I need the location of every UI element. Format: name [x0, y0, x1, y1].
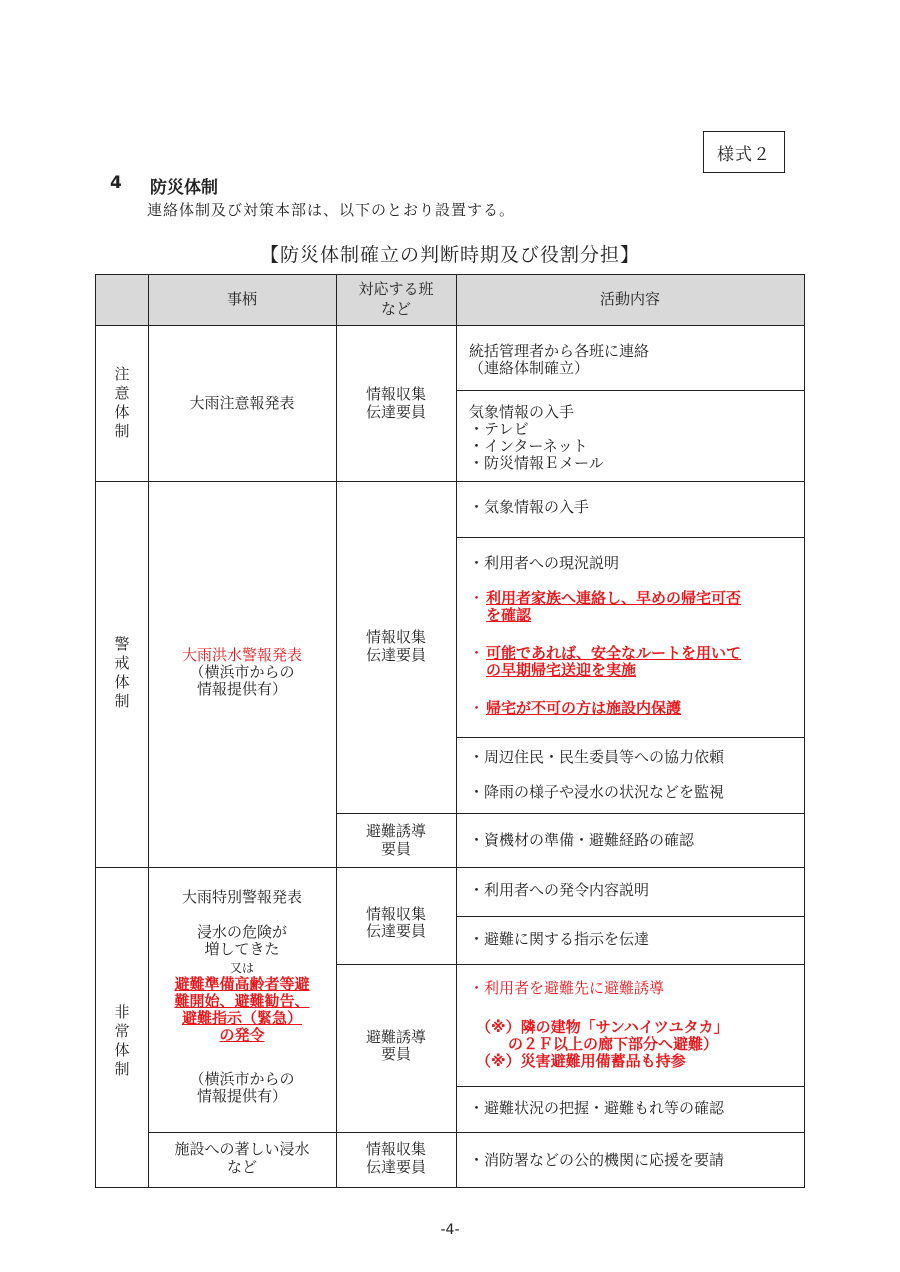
page-number: -4- — [440, 1222, 460, 1238]
emergency-event-red: 避難準備高齢者等避 — [174, 975, 310, 993]
emergency-event-red: 難開始、避難勧告、 — [174, 992, 310, 1010]
caution-event: 大雨注意報発表 — [189, 394, 295, 412]
alert-activity-red: を確認 — [486, 606, 532, 624]
alert-team1-line1: 情報収集 — [365, 628, 426, 646]
alert-team2-line2: 要員 — [380, 840, 411, 858]
row-divider — [336, 964, 804, 965]
alert-activity-bullet: ・ — [469, 699, 485, 717]
emergency-event-source: 情報提供有） — [196, 1087, 287, 1105]
emergency-team2-line1: 避難誘導 — [365, 1028, 426, 1046]
caution-activity-2-item: ・防災情報Ｅメール — [469, 454, 604, 472]
emergency-event: 大雨特別警報発表 — [181, 888, 302, 906]
caution-team-line2: 伝達要員 — [365, 403, 426, 421]
row-divider — [336, 813, 804, 814]
alert-activity: ・気象情報の入手 — [469, 498, 590, 516]
alert-activity-bullet: ・ — [469, 589, 485, 607]
emergency-activity-red: ・利用者を避難先に避難誘導 — [469, 979, 665, 997]
alert-activity: ・利用者への現況説明 — [469, 554, 620, 572]
emergency-team1-line2: 伝達要員 — [365, 922, 426, 940]
phase-label-alert: 警 戒 体 制 — [114, 635, 130, 710]
alert-activity: ・周辺住民・民生委員等への協力依頼 — [469, 748, 725, 766]
row-divider — [148, 1132, 804, 1133]
row-divider — [456, 1086, 804, 1087]
emergency-event-red: の発令 — [219, 1026, 265, 1044]
caution-activity-2-item: ・テレビ — [469, 420, 529, 438]
row-divider — [456, 916, 804, 917]
alert-activity-red: 可能であれば、安全なルートを用いて — [486, 644, 742, 662]
emergency-event: 浸水の危険が — [196, 923, 287, 941]
emergency-event-source: （横浜市からの — [189, 1070, 295, 1088]
row-divider — [96, 481, 804, 482]
caution-team-line1: 情報収集 — [365, 385, 426, 403]
row-divider — [96, 325, 804, 326]
emergency-event-or: 又は — [229, 961, 254, 975]
phase-label-emergency: 非 常 体 制 — [114, 1003, 130, 1078]
flood-activity: ・消防署などの公的機関に応援を要請 — [469, 1151, 725, 1169]
row-divider — [456, 537, 804, 538]
row-divider — [96, 867, 804, 868]
section-intro: 連絡体制及び対策本部は、以下のとおり設置する。 — [147, 201, 516, 219]
caution-activity-1: 統括管理者から各班に連絡 — [469, 342, 650, 360]
emergency-activity: ・避難状況の把握・避難もれ等の確認 — [469, 1099, 725, 1117]
emergency-team2-line2: 要員 — [380, 1045, 411, 1063]
caution-activity-2: 気象情報の入手 — [469, 403, 575, 421]
alert-activity: ・資機材の準備・避難経路の確認 — [469, 831, 695, 849]
alert-activity-red: 利用者家族へ連絡し、早めの帰宅可否 — [486, 589, 742, 607]
flood-event: など — [226, 1158, 257, 1176]
alert-event-source: （横浜市からの — [189, 663, 295, 681]
phase-label-caution: 注 意 体 制 — [114, 365, 130, 440]
disaster-role-table — [95, 274, 805, 1188]
emergency-note: （※）隣の建物「サンハイツユタカ」 — [476, 1018, 729, 1036]
caution-activity-1-sub: （連絡体制確立） — [469, 359, 590, 377]
header-event: 事柄 — [226, 290, 257, 308]
emergency-note: の２Ｆ以上の廊下部分へ避難） — [508, 1035, 719, 1053]
alert-event: 大雨洪水警報発表 — [181, 646, 302, 664]
alert-activity-red: の早期帰宅送迎を実施 — [486, 661, 637, 679]
alert-team2-line1: 避難誘導 — [365, 822, 426, 840]
flood-event: 施設への著しい浸水 — [174, 1140, 310, 1158]
caution-activity-2-item: ・インターネット — [469, 437, 588, 455]
header-team-line1: 対応する班 — [358, 280, 434, 298]
row-divider — [456, 390, 804, 391]
section-title: 防災体制 — [150, 178, 218, 198]
emergency-event-red: 避難指示（緊急） — [181, 1009, 302, 1027]
emergency-team1-line1: 情報収集 — [365, 905, 426, 923]
flood-team-line1: 情報収集 — [365, 1140, 426, 1158]
emergency-event: 増してきた — [204, 940, 280, 958]
table-title: 【防災体制確立の判断時期及び役割分担】 — [259, 244, 640, 266]
form-label: 様式２ — [703, 131, 785, 173]
header-team-line2: など — [380, 300, 411, 318]
emergency-activity: ・利用者への発令内容説明 — [469, 881, 650, 899]
section-number: 4 — [110, 173, 122, 193]
alert-activity-red: 帰宅が不可の方は施設内保護 — [486, 699, 682, 717]
emergency-note: （※）災害避難用備蓄品も持参 — [476, 1052, 686, 1070]
alert-activity: ・降雨の様子や浸水の状況などを監視 — [469, 783, 725, 801]
alert-event-source: 情報提供有） — [196, 680, 287, 698]
header-activity: 活動内容 — [599, 290, 660, 308]
flood-team-line2: 伝達要員 — [365, 1158, 426, 1176]
row-divider — [456, 737, 804, 738]
alert-activity-bullet: ・ — [469, 644, 485, 662]
alert-team1-line2: 伝達要員 — [365, 646, 426, 664]
emergency-activity: ・避難に関する指示を伝達 — [469, 930, 650, 948]
col-divider — [456, 275, 457, 1187]
